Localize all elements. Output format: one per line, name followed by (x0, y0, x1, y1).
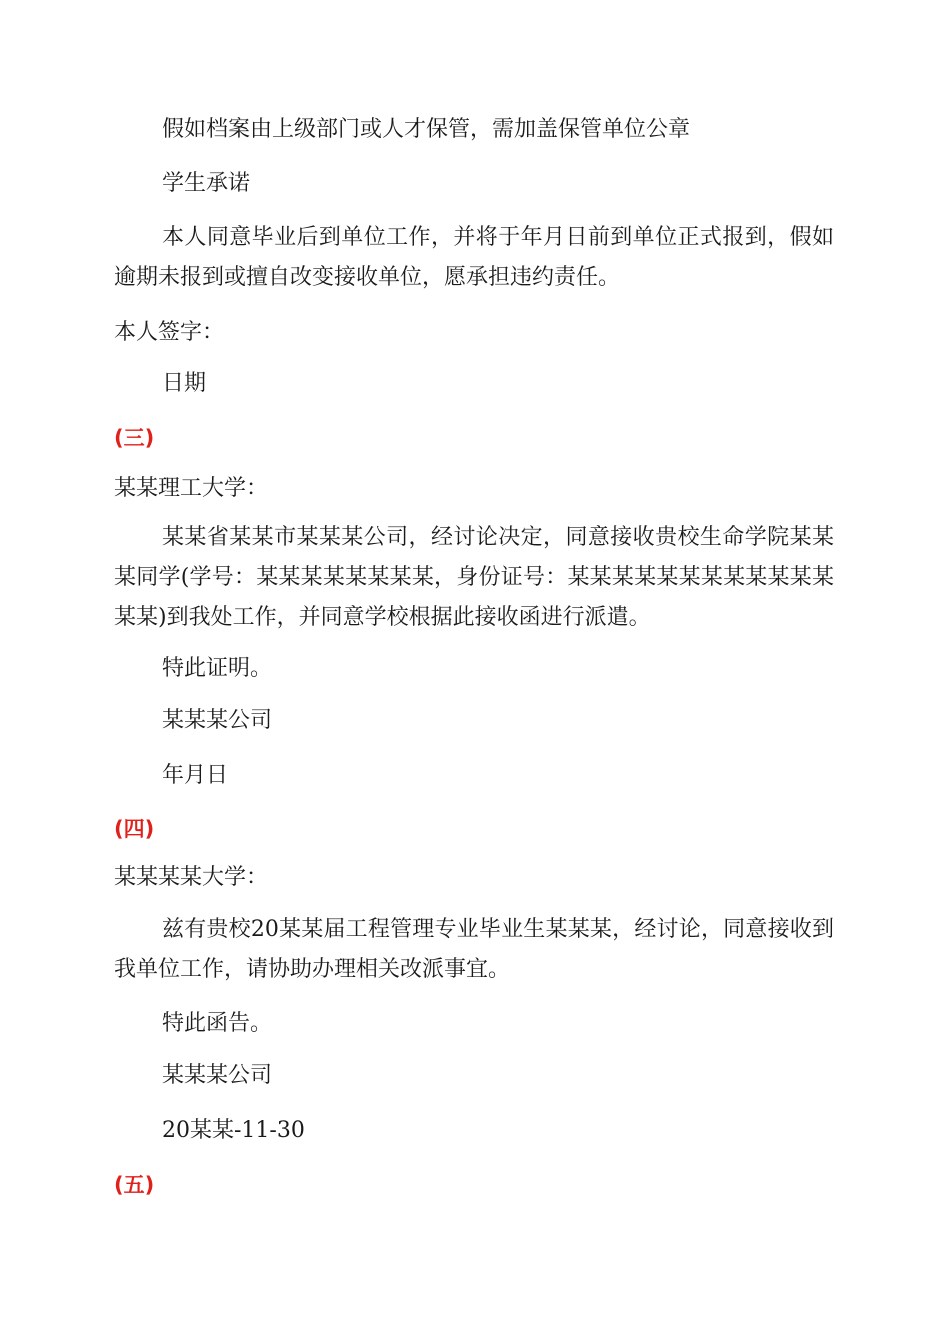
section-five-heading: (五) (114, 1173, 155, 1197)
section-three-date: 年月日 (162, 763, 229, 788)
section-three-addressee: 某某理工大学： (114, 476, 269, 501)
section-three-closing: 特此证明。 (162, 656, 273, 681)
section-three-company: 某某某公司 (162, 708, 273, 733)
archive-note: 假如档案由上级部门或人才保管，需加盖保管单位公章 (162, 117, 691, 142)
section-four-company: 某某某公司 (162, 1063, 273, 1088)
section-four-body: 兹有贵校20某某届工程管理专业毕业生某某某，经讨论，同意接收到我单位工作，请协助办理相关改派事宜。 (114, 917, 834, 982)
section-four-date: 20某某-11-30 (162, 1118, 305, 1143)
section-four-addressee: 某某某某大学： (114, 865, 269, 890)
date-label: 日期 (162, 371, 207, 396)
section-four-closing: 特此函告。 (162, 1011, 273, 1036)
signature-label: 本人签字： (114, 320, 225, 345)
pledge-text: 本人同意毕业后到单位工作，并将于年月日前到单位正式报到，假如逾期未报到或擅自改变接收单位，愿承担违约责任。 (114, 225, 834, 290)
section-four-heading: (四) (114, 817, 155, 841)
section-three-body: 某某省某某市某某某公司，经讨论决定，同意接收贵校生命学院某某某同学(学号：某某某某某某某某，身份证号：某某某某某某某某某某某某某某)到我处工作，并同意学校根据此接收函进行派遣。 (114, 525, 834, 630)
section-three-heading: (三) (114, 426, 155, 450)
pledge-title: 学生承诺 (162, 171, 251, 196)
